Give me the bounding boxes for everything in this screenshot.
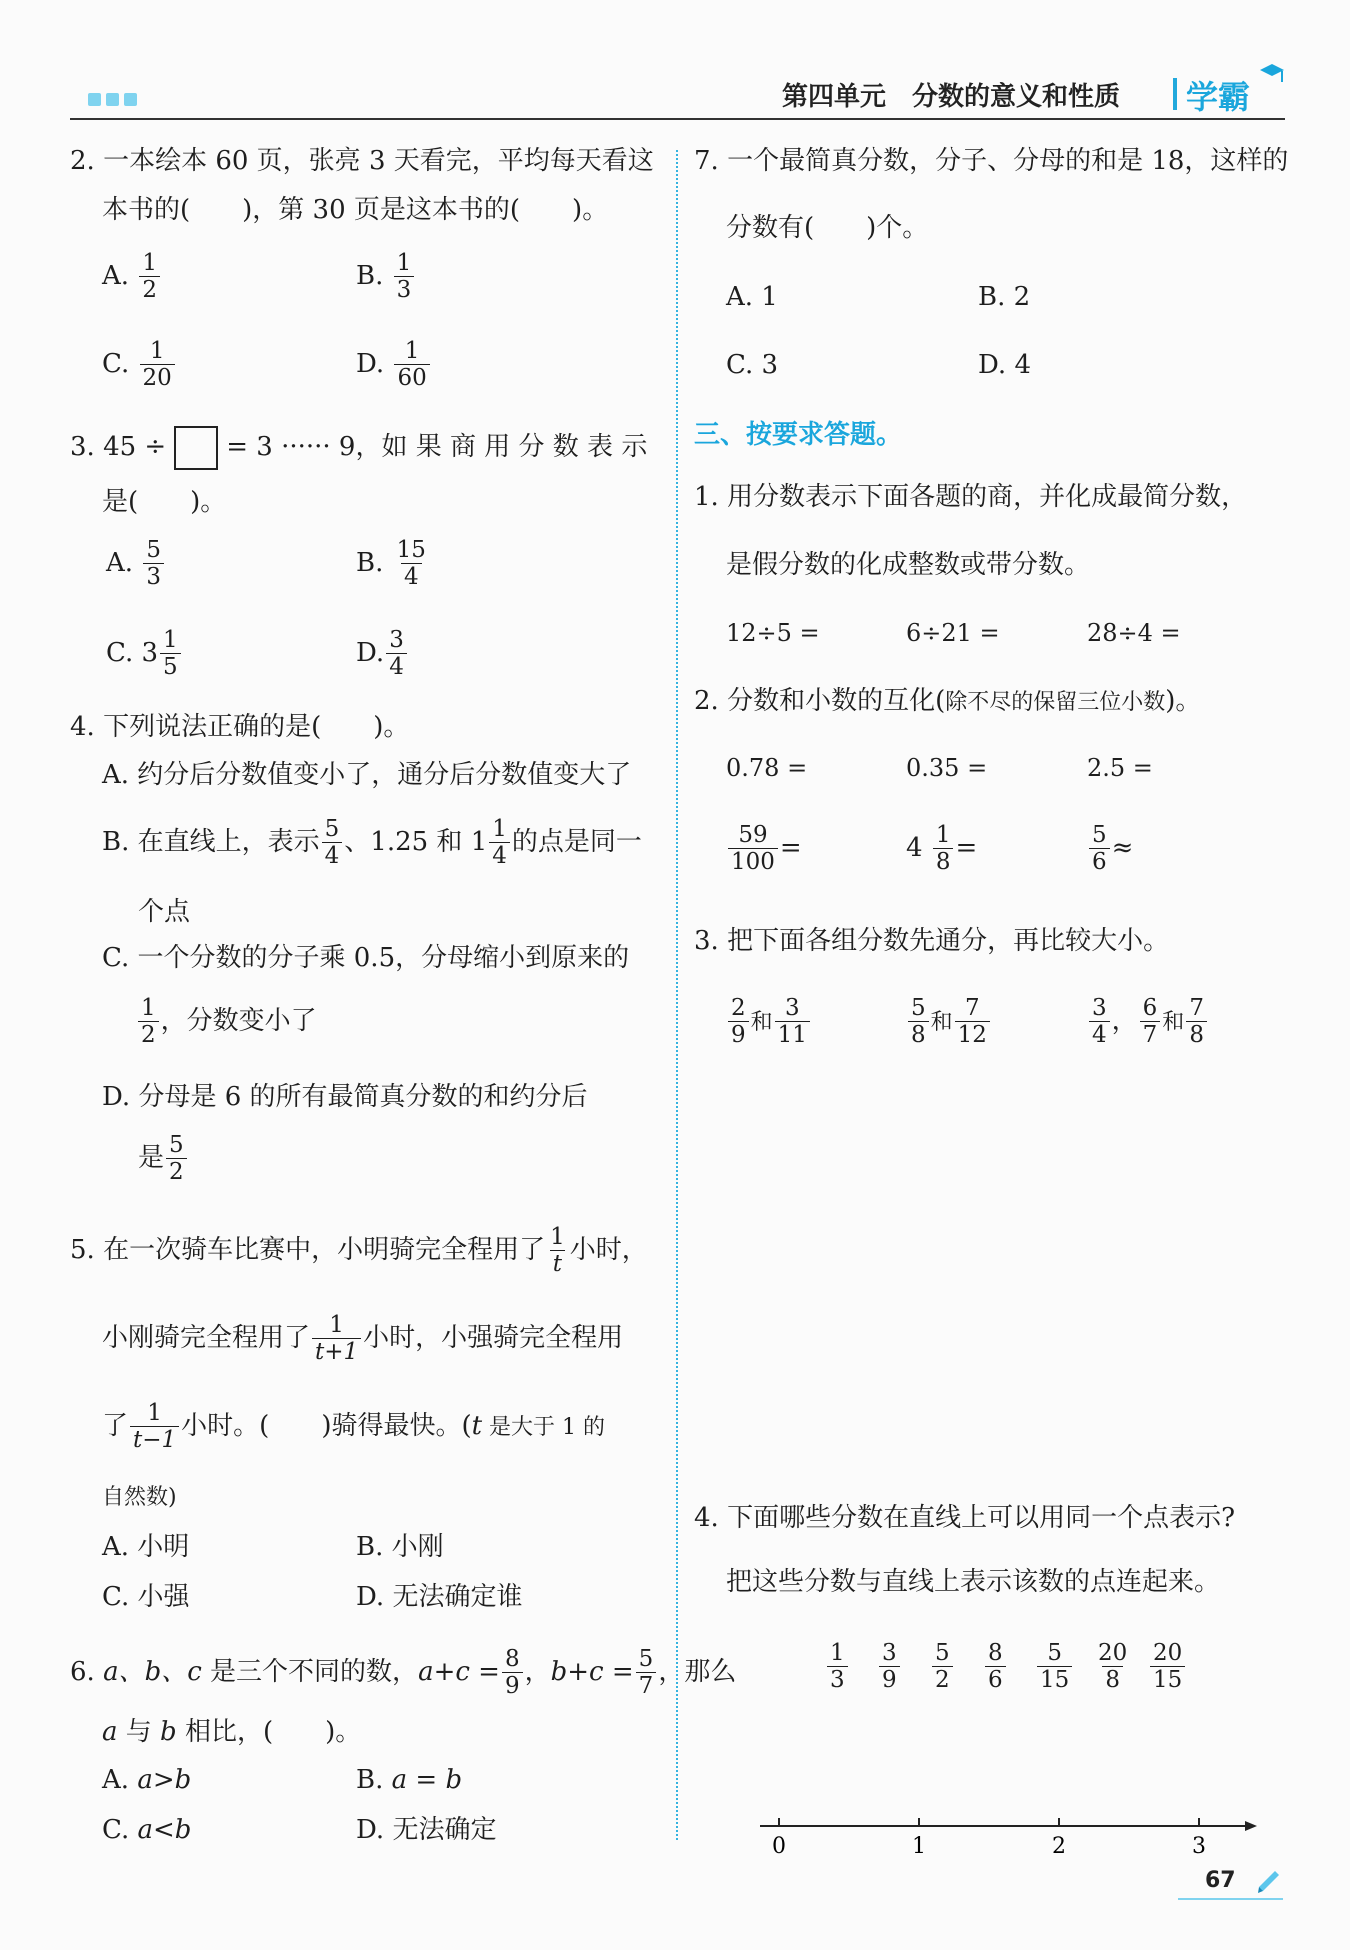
q5-line3: 了 $\frac{1}{t-1}$ 小时。( )骑得最快。(t 是大于 1 的 [102,1400,606,1454]
s2-fraction-1: $\frac{59}{100}$ = [726,822,802,876]
s3-group-3: $\frac{3}{4}$ ， $\frac{6}{7}$ 和 $\frac{7}{8}$ [1087,995,1209,1049]
s4-fraction: 3 9 [879,1640,900,1694]
graduation-cap-icon [1258,62,1286,88]
q7-option-c: C. 3 [726,350,779,380]
q3-option-d: D. $\frac{3}{4}$ [356,627,409,681]
number-line [760,1808,1260,1868]
s4-fraction: 5 2 [932,1640,953,1694]
q4-option-a: A. 约分后分数值变小了，通分后分数值变大了 [102,760,632,790]
q2-option-a: A. $\frac{1}{2}$ [102,250,162,304]
s3-line1: 3. 把下面各组分数先通分，再比较大小。 [694,926,1170,956]
q7-option-a: A. 1 [726,282,778,312]
q3-line1: 3. 45 ÷ = 3 ······ 9，如 果 商 用 分 数 表 示 [70,426,647,470]
s2-expression-3: 2.5 = [1087,754,1153,782]
q3-line2: 是( )。 [102,487,227,517]
s1-line2: 是假分数的化成整数或带分数。 [726,550,1091,580]
q4-option-c: C. 一个分数的分子乘 0.5，分母缩小到原来的 [102,943,630,973]
q6-line1: 6. a、b、c 是三个不同的数，a+c = $\frac{8}{9}$ ，b+c = $\frac{5}{7}$ ，那么 [70,1646,737,1700]
q5-option-d: D. 无法确定谁 [356,1582,523,1612]
q4-line1: 4. 下列说法正确的是( )。 [70,712,410,742]
q4-option-b-line2: 个点 [138,897,191,927]
q5-line1: 5. 在一次骑车比赛中，小明骑完全程用了 $\frac{1}{t}$ 小时， [70,1224,648,1278]
q6-line2: a 与 b 相比，( )。 [102,1717,362,1747]
s4-fraction: 8 6 [985,1640,1006,1694]
unit-title: 第四单元 分数的意义和性质 [782,82,1121,112]
q5-line2: 小刚骑完全程用了 $\frac{1}{t+1}$ 小时，小强骑完全程用 [102,1312,624,1366]
axis-label-0: 0 [772,1834,786,1859]
q2-option-c: C. $\frac{1}{20}$ [102,338,177,392]
s2-expression-2: 0.35 = [906,754,988,782]
q6-option-b: B. a = b [356,1765,463,1795]
q3-option-b: B. $\frac{15}{4}$ [356,537,426,591]
q3-option-c: C. 3 $\frac{1}{5}$ [106,627,183,681]
s2-expression-1: 0.78 = [726,754,808,782]
q4-option-c-line2: $\frac{1}{2}$ ，分数变小了 [136,995,317,1049]
s4-line1: 4. 下面哪些分数在直线上可以用同一个点表示? [694,1503,1236,1533]
pencil-icon [1255,1865,1285,1895]
q4-option-d: D. 分母是 6 的所有最简真分数的和约分后 [102,1082,588,1112]
header-separator [1173,78,1177,110]
q5-option-c: C. 小强 [102,1582,190,1612]
axis-label-1: 1 [912,1834,926,1859]
q6-option-d: D. 无法确定 [356,1815,497,1845]
s2-fraction-3: $\frac{5}{6}$ ≈ [1087,822,1133,876]
s4-fraction: 20 8 [1098,1640,1128,1694]
q5-option-a: A. 小明 [102,1532,190,1562]
brand-logo-text: 学霸 [1186,78,1251,116]
q6-option-a: A. a>b [102,1765,192,1795]
page-number-underline [1178,1898,1283,1900]
s1-expression-2: 6÷21 = [906,619,1000,647]
q2-line2: 本书的( )，第 30 页是这本书的( )。 [102,195,609,225]
q4-option-d-line2: 是 $\frac{5}{2}$ [138,1132,189,1186]
q6-option-c: C. a<b [102,1815,192,1845]
s1-expression-1: 12÷5 = [726,619,820,647]
q2-option-d: D. $\frac{1}{60}$ [356,338,432,392]
q3-option-a: A. $\frac{5}{3}$ [106,537,166,591]
s4-fraction: 5 15 [1037,1640,1072,1694]
q5-line4: 自然数) [102,1485,177,1510]
header-rule [70,118,1285,120]
page-number: 67 [1205,1868,1236,1893]
section-title: 三、按要求答题。 [694,420,903,450]
q7-line2: 分数有( )个。 [726,213,929,243]
s4-fraction: 1 3 [827,1640,848,1694]
s3-group-1: $\frac{2}{9}$ 和 $\frac{3}{11}$ [726,995,812,1049]
q7-option-b: B. 2 [978,282,1031,312]
q2-line1: 2. 一本绘本 60 页，张亮 3 天看完，平均每天看这 [70,146,654,176]
axis-label-2: 2 [1052,1834,1066,1859]
header-decoration-dots [88,93,137,106]
q5-option-b: B. 小刚 [356,1532,444,1562]
q2-option-b: B. $\frac{1}{3}$ [356,250,416,304]
q7-option-d: D. 4 [978,350,1031,380]
s3-group-2: $\frac{5}{8}$ 和 $\frac{7}{12}$ [906,995,992,1049]
s4-fraction: 20 15 [1150,1640,1185,1694]
column-divider [676,150,678,1840]
q7-line1: 7. 一个最简真分数，分子、分母的和是 18，这样的 [694,146,1289,176]
s2-fraction-2: 4 $\frac{1}{8}$ = [906,822,978,876]
answer-box[interactable] [174,426,218,470]
q4-option-b: B. 在直线上，表示 $\frac{5}{4}$ 、1.25 和 1 $\frac{1}{4}$ 的点是同一 [102,816,642,870]
s4-line2: 把这些分数与直线上表示该数的点连起来。 [726,1567,1221,1597]
s1-line1: 1. 用分数表示下面各题的商，并化成最简分数， [694,482,1248,512]
s1-expression-3: 28÷4 = [1087,619,1181,647]
axis-label-3: 3 [1192,1834,1206,1859]
s2-line1: 2. 分数和小数的互化(除不尽的保留三位小数)。 [694,686,1202,716]
